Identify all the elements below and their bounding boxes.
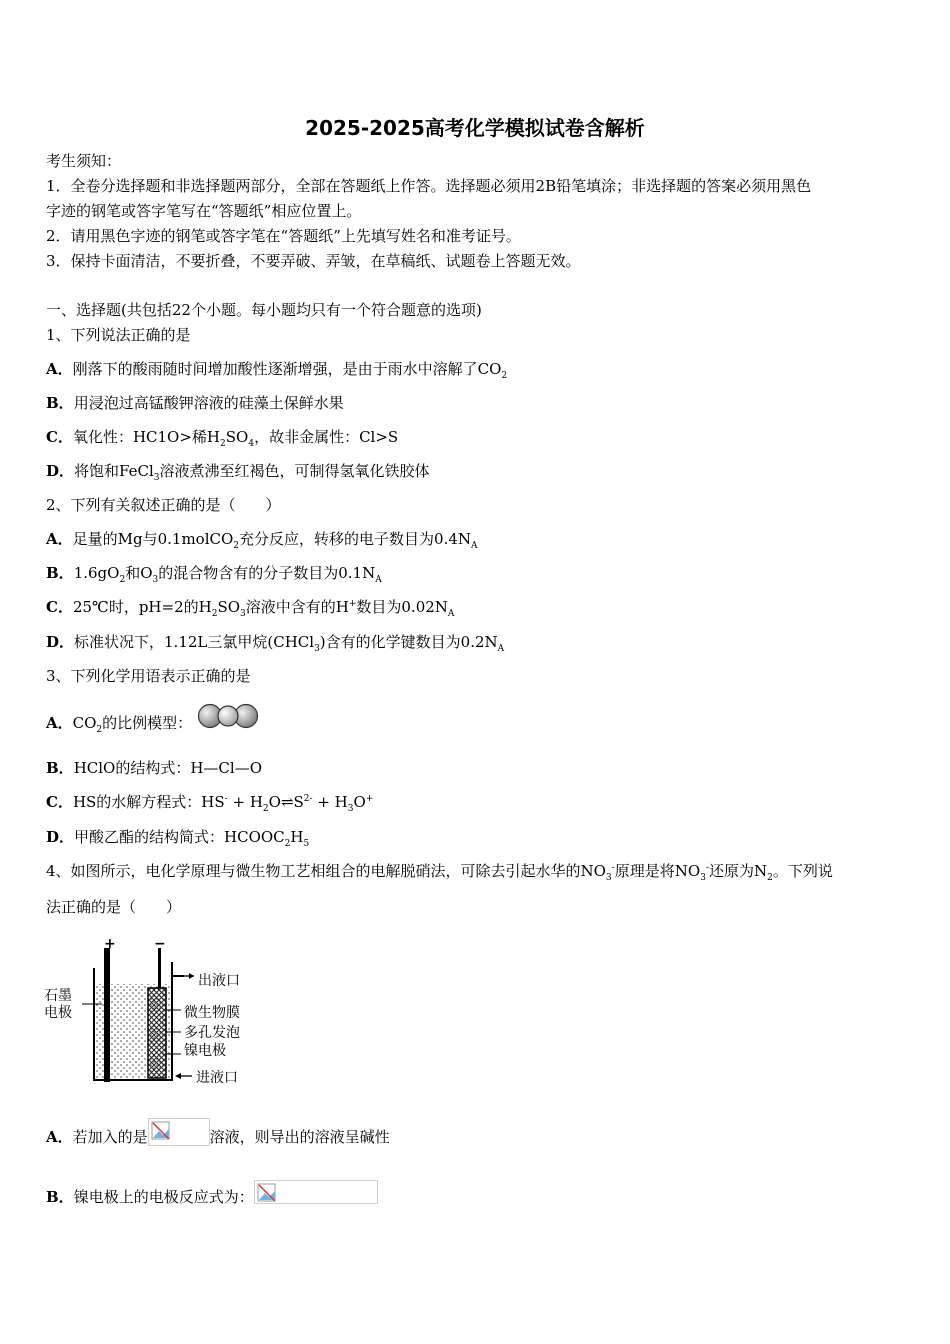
broken-image-icon: [254, 1180, 378, 1204]
microbial-membrane-label: 微生物膜: [184, 1005, 240, 1021]
section-heading: 一、选择题(共包括22个小题。每小题均只有一个符合题意的选项): [46, 301, 482, 319]
cathode-minus-sign: −: [154, 936, 166, 952]
nickel-electrode-label: 多孔发泡 镍电极: [184, 1025, 240, 1059]
q4-stem-line1: 4、如图所示，电化学原理与微生物工艺相组合的电解脱硝法，可除去引起水华的$NO_3^-$原理是将$NO_3^-$还原为$N_2$。下列说: [46, 862, 833, 883]
co2-space-filling-model: [197, 703, 259, 729]
anode-plus-sign: +: [104, 936, 116, 952]
notice-item-1b: 字迹的钢笔或答字笔写在“答题纸”相应位置上。: [46, 202, 362, 220]
broken-image-icon: [148, 1118, 210, 1146]
notice-item-3: 3．保持卡面清洁，不要折叠，不要弄破、弄皱，在草稿纸、试题卷上答题无效。: [46, 252, 581, 270]
q2-option-c: C．25℃时，pH=2的$H_2SO_3$溶液中含有的H+数目为$0.02N_A$: [46, 598, 455, 619]
q2-option-b: B．$1.6gO_2$和$O_3$的混合物含有的分子数目为$0.1N_A$: [46, 564, 382, 585]
q1-stem: 1、下列说法正确的是: [46, 326, 191, 344]
q2-stem: 2、下列有关叙述正确的是（ ）: [46, 496, 281, 514]
q3-option-a: A．$CO_2$的比例模型：: [46, 711, 259, 737]
q3-option-c: C．HS的水解方程式：$HS^- + H_2O\rightleftharpoons S^{2-} + H_3O^+$: [46, 793, 374, 814]
page-title: 2025-2025高考化学模拟试卷含解析: [305, 116, 645, 140]
electrolysis-cell-diagram: [44, 936, 264, 1090]
graphite-electrode-label: 石墨 电极: [44, 988, 72, 1021]
notice-item-1a: 1．全卷分选择题和非选择题两部分，全部在答题纸上作答。选择题必须用2B铅笔填涂；非选择题的答案必须用黑色: [46, 177, 812, 195]
q1-option-a: A．刚落下的酸雨随时间增加酸性逐渐增强，是由于雨水中溶解了$CO_2$: [46, 360, 508, 381]
notice-heading: 考生须知：: [46, 152, 122, 170]
q1-option-b: B．用浸泡过高锰酸钾溶液的硅藻土保鲜水果: [46, 394, 344, 412]
q3-option-b: B．HClO的结构式：H—Cl—O: [46, 759, 262, 777]
notice-item-2: 2．请用黑色字迹的钢笔或答字笔在“答题纸”上先填写姓名和准考证号。: [46, 227, 521, 245]
inlet-label: 进液口: [196, 1070, 238, 1086]
outlet-label: 出液口: [198, 973, 240, 989]
q1-option-c: C．氧化性：HC1O>稀$H_2SO_4$，故非金属性：Cl>S: [46, 428, 399, 449]
q3-stem: 3、下列化学用语表示正确的是: [46, 667, 251, 685]
q2-option-a: A．足量的Mg与0.1molCO$_2$充分反应，转移的电子数目为$0.4N_A$: [46, 530, 478, 551]
q4-option-a: A．若加入的是 溶液，则导出的溶液呈碱性: [46, 1120, 390, 1154]
q4-stem-line2: 法正确的是（ ）: [46, 898, 182, 916]
q2-option-d: D．标准状况下，1.12L三氯甲烷(CHCl$_3$)含有的化学键数目为$0.2N_A$: [46, 633, 505, 654]
q3-option-d: D．甲酸乙酯的结构简式：$HCOOC_2H_5$: [46, 828, 310, 849]
q1-option-d: D．将饱和FeCl$_3$溶液煮沸至红褐色，可制得氢氧化铁胶体: [46, 462, 430, 483]
q4-option-b: B．镍电极上的电极反应式为：: [46, 1180, 378, 1214]
